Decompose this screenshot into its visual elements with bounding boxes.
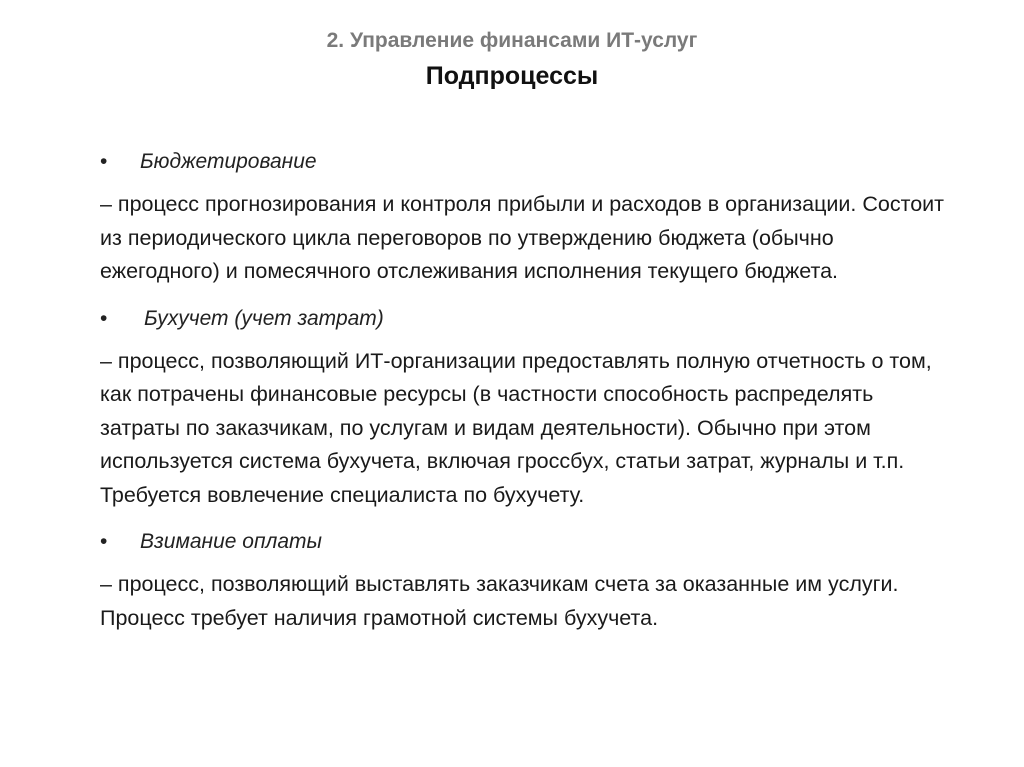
item-description: – процесс, позволяющий ИТ-организации предоставлять полную отчетность о том, как потрачены финансовые ресурсы (в частности способность распределять затраты по заказчикам, по услугам и видам деятельности). Обычно при этом используется система бухучета, включая гроссбух, статьи затрат, журналы и т.п. Требуется вовлечение специалиста по бухучету. [100, 348, 932, 507]
item-description: – процесс, позволяющий выставлять заказчикам счета за оказанные им услуги. Процесс требует наличия грамотной системы бухучета. [100, 572, 899, 630]
bullet-icon: • [100, 150, 108, 173]
item-heading [98, 303, 950, 335]
bullet-icon: • [100, 530, 108, 553]
slide-header [0, 26, 1024, 96]
slide-subtitle: 2. Управление финансами ИТ-услуг [326, 29, 698, 52]
slide-content [100, 146, 950, 649]
item-term: Взимание оплаты [140, 530, 322, 553]
bullet-icon: • [100, 306, 108, 330]
item-description: – процесс прогнозирования и контроля прибыли и расходов в организации. Состоит из периодического цикла переговоров по утверждению бюджета (обычно ежегодного) и помесячного отслеживания исполнения текущего бюджета. [100, 192, 945, 283]
item-heading [98, 526, 950, 558]
list-item-accounting [100, 303, 950, 513]
item-heading [98, 146, 950, 178]
item-term: Бухучет (учет затрат) [144, 306, 384, 330]
list-item-budgeting [100, 146, 950, 289]
list-item-charging [100, 526, 950, 635]
slide-title: Подпроцессы [425, 62, 599, 90]
item-term: Бюджетирование [140, 150, 317, 173]
